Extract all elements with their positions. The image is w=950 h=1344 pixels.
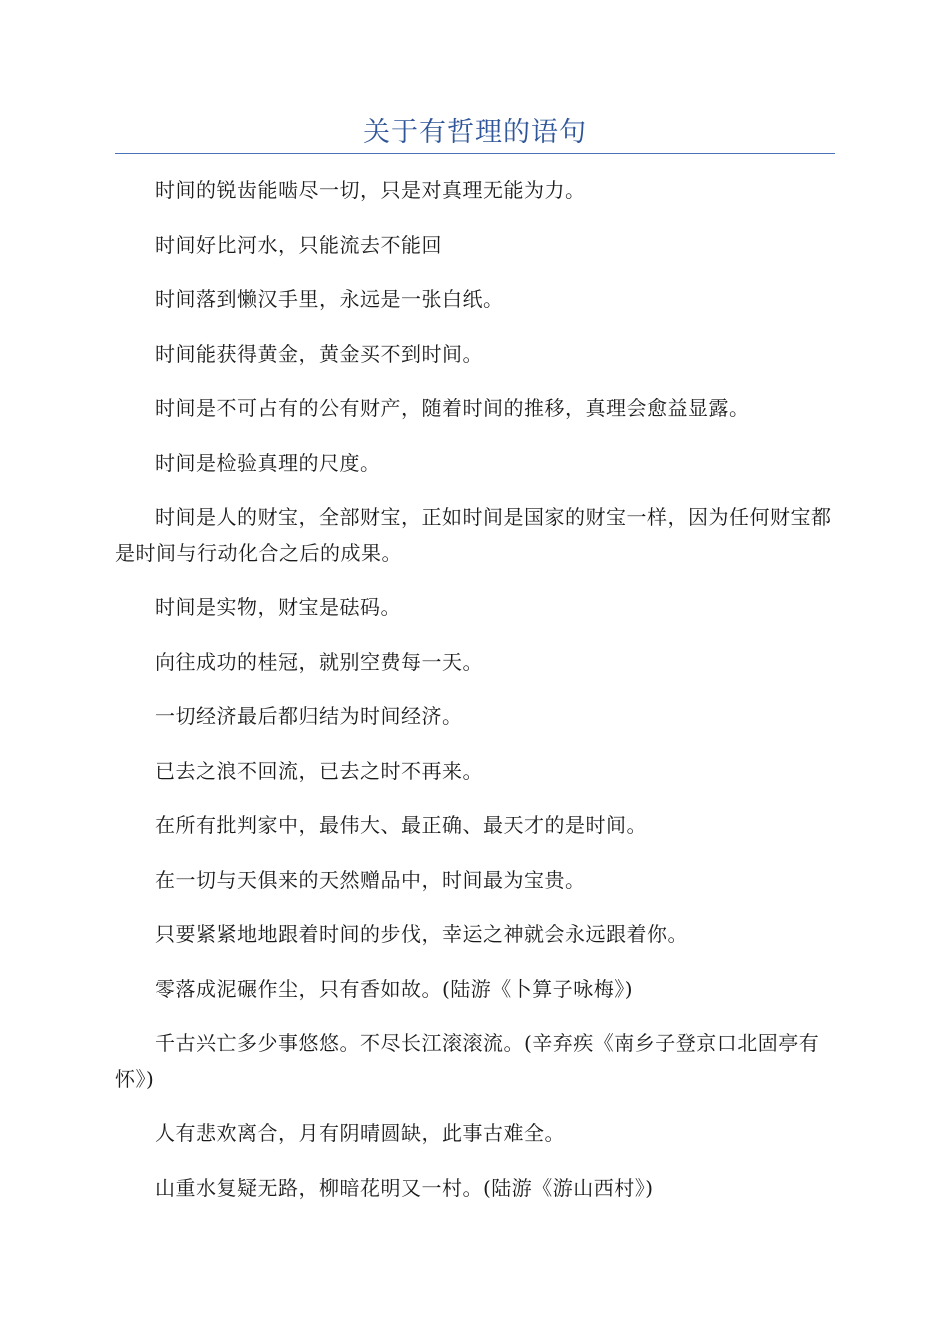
paragraph: 时间好比河水，只能流去不能回	[155, 232, 442, 257]
paragraph: 时间是不可占有的公有财产，随着时间的推移，真理会愈益显露。	[155, 396, 750, 420]
document-body	[115, 173, 833, 1225]
paragraph: 时间落到懒汉手里，永远是一张白纸。	[155, 287, 504, 311]
paragraph: 人有悲欢离合，月有阴晴圆缺，此事古难全。	[155, 1121, 565, 1145]
paragraph: 时间能获得黄金，黄金买不到时间。	[155, 341, 483, 366]
paragraph: 在所有批判家中，最伟大、最正确、最天才的是时间。	[155, 813, 647, 837]
paragraph: 一切经济最后都归结为时间经济。	[155, 704, 463, 728]
paragraph: 山重水复疑无路，柳暗花明又一村。(陆游《游山西村》)	[155, 1175, 654, 1200]
title-underline	[115, 153, 835, 154]
paragraph: 时间是实物，财宝是砝码。	[155, 595, 401, 619]
paragraph: 向往成功的桂冠，就别空费每一天。	[155, 649, 483, 674]
paragraph: 已去之浪不回流，已去之时不再来。	[155, 758, 483, 783]
paragraph: 零落成泥碾作尘，只有香如故。(陆游《卜算子咏梅》)	[155, 976, 634, 1001]
paragraph: 时间是检验真理的尺度。	[155, 450, 381, 475]
paragraph: 时间的锐齿能啮尽一切，只是对真理无能为力。	[155, 178, 586, 202]
paragraph: 在一切与天俱来的天然赠品中，时间最为宝贵。	[155, 867, 586, 892]
paragraph: 时间是人的财宝，全部财宝，正如时间是国家的财宝一样，因为任何财宝都是时间与行动化合之后的成果。	[115, 505, 832, 565]
document-title: 关于有哲理的语句	[363, 117, 587, 148]
paragraph: 只要紧紧地地跟着时间的步伐，幸运之神就会永远跟着你。	[155, 922, 688, 946]
paragraph: 千古兴亡多少事悠悠。不尽长江滚滚流。(辛弃疾《南乡子登京口北固亭有怀》)	[115, 1031, 820, 1091]
